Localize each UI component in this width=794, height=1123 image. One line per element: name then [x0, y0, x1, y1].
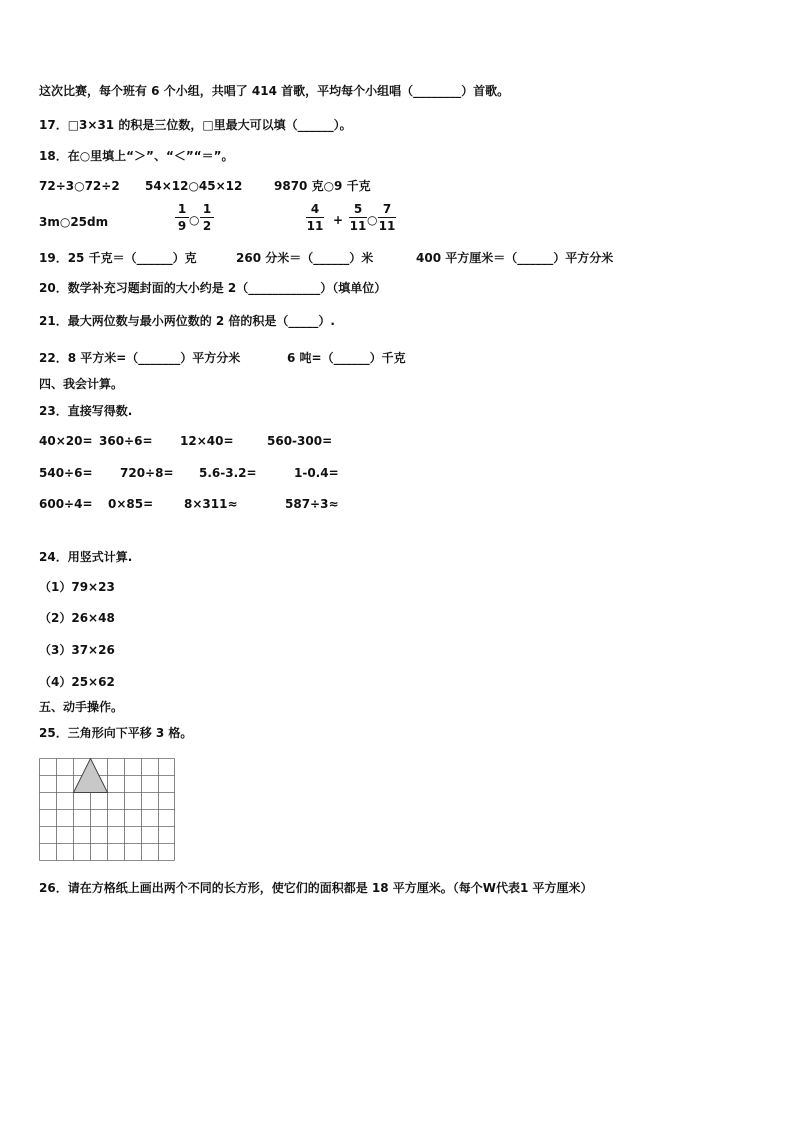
compare-circle: ○ [189, 213, 200, 227]
numerator: 4 [310, 202, 320, 216]
q23-r2-c3: 5.6-3.2= [199, 466, 257, 480]
numerator: 7 [382, 202, 392, 216]
fraction-bar [175, 217, 189, 218]
numerator: 5 [353, 202, 363, 216]
q18-item-4: 3m○25dm [39, 215, 109, 229]
denominator: 9 [177, 219, 187, 233]
q23-r3-c1: 600÷4= [39, 497, 93, 511]
q25-title: 25．三角形向下平移 3 格。 [39, 726, 193, 740]
q23-r1-c2: 360÷6= [99, 434, 153, 448]
fraction-four-elevenths [306, 202, 324, 233]
q24-item-3: （3）37×26 [39, 643, 115, 657]
grid-lines [40, 759, 175, 861]
fraction-bar [306, 217, 324, 218]
denominator: 11 [349, 219, 367, 233]
q23-title: 23．直接写得数. [39, 404, 133, 418]
fraction-five-elevenths [349, 202, 367, 233]
q24-item-4: （4）25×62 [39, 675, 115, 689]
q23-r1-c1: 40×20= [39, 434, 93, 448]
q23-r3-c4: 587÷3≈ [285, 497, 339, 511]
q18-title: 18．在○里填上“＞”、“＜”“＝”。 [39, 149, 234, 163]
q23-r2-c4: 1-0.4= [294, 466, 339, 480]
q19-item-3: 400 平方厘米＝（______）平方分米 [416, 251, 614, 265]
fraction-one-half [200, 202, 214, 233]
q20: 20．数学补充习题封面的大小约是 2（____________）（填单位） [39, 281, 387, 295]
q23-r2-c2: 720÷8= [120, 466, 174, 480]
numerator: 1 [177, 202, 187, 216]
q21: 21．最大两位数与最小两位数的 2 倍的积是（_____）. [39, 314, 335, 328]
fraction-seven-elevenths [378, 202, 396, 233]
fraction-bar [378, 217, 396, 218]
q24-title: 24．用竖式计算. [39, 550, 133, 564]
q18-item-1: 72÷3○72÷2 [39, 179, 120, 193]
fraction-bar [200, 217, 214, 218]
q19-item-2: 260 分米＝（______）米 [236, 251, 374, 265]
plus-sign: + [333, 213, 344, 227]
denominator: 11 [306, 219, 324, 233]
q23-r2-c1: 540÷6= [39, 466, 93, 480]
compare-circle: ○ [367, 213, 378, 227]
fraction-one-ninth [175, 202, 189, 233]
denominator: 11 [378, 219, 396, 233]
q17: 17．□3×31 的积是三位数，□里最大可以填（______）。 [39, 118, 352, 132]
section-five-heading: 五、动手操作。 [39, 700, 124, 714]
q24-item-1: （1）79×23 [39, 580, 115, 594]
denominator: 2 [202, 219, 212, 233]
q23-r1-c4: 560-300= [267, 434, 333, 448]
q18-item-3: 9870 克○9 千克 [274, 179, 371, 193]
q23-r1-c3: 12×40= [180, 434, 234, 448]
q16-tail: 这次比赛，每个班有 6 个小组，共唱了 414 首歌，平均每个小组唱（________）首歌。 [39, 84, 510, 98]
fraction-bar [349, 217, 367, 218]
section-four-heading: 四、我会计算。 [39, 377, 124, 391]
q26: 26．请在方格纸上画出两个不同的长方形，使它们的面积都是 18 平方厘米。（每个W代表1 平方厘米） [39, 881, 593, 895]
numerator: 1 [202, 202, 212, 216]
q22-item-2: 6 吨=（______）千克 [287, 351, 406, 365]
q23-r3-c2: 0×85= [108, 497, 154, 511]
q19-item-1: 19．25 千克＝（______）克 [39, 251, 197, 265]
q18-item-2: 54×12○45×12 [145, 179, 243, 193]
q23-r3-c3: 8×311≈ [184, 497, 238, 511]
square-grid [39, 758, 177, 864]
q24-item-2: （2）26×48 [39, 611, 115, 625]
q22-item-1: 22．8 平方米=（_______）平方分米 [39, 351, 241, 365]
